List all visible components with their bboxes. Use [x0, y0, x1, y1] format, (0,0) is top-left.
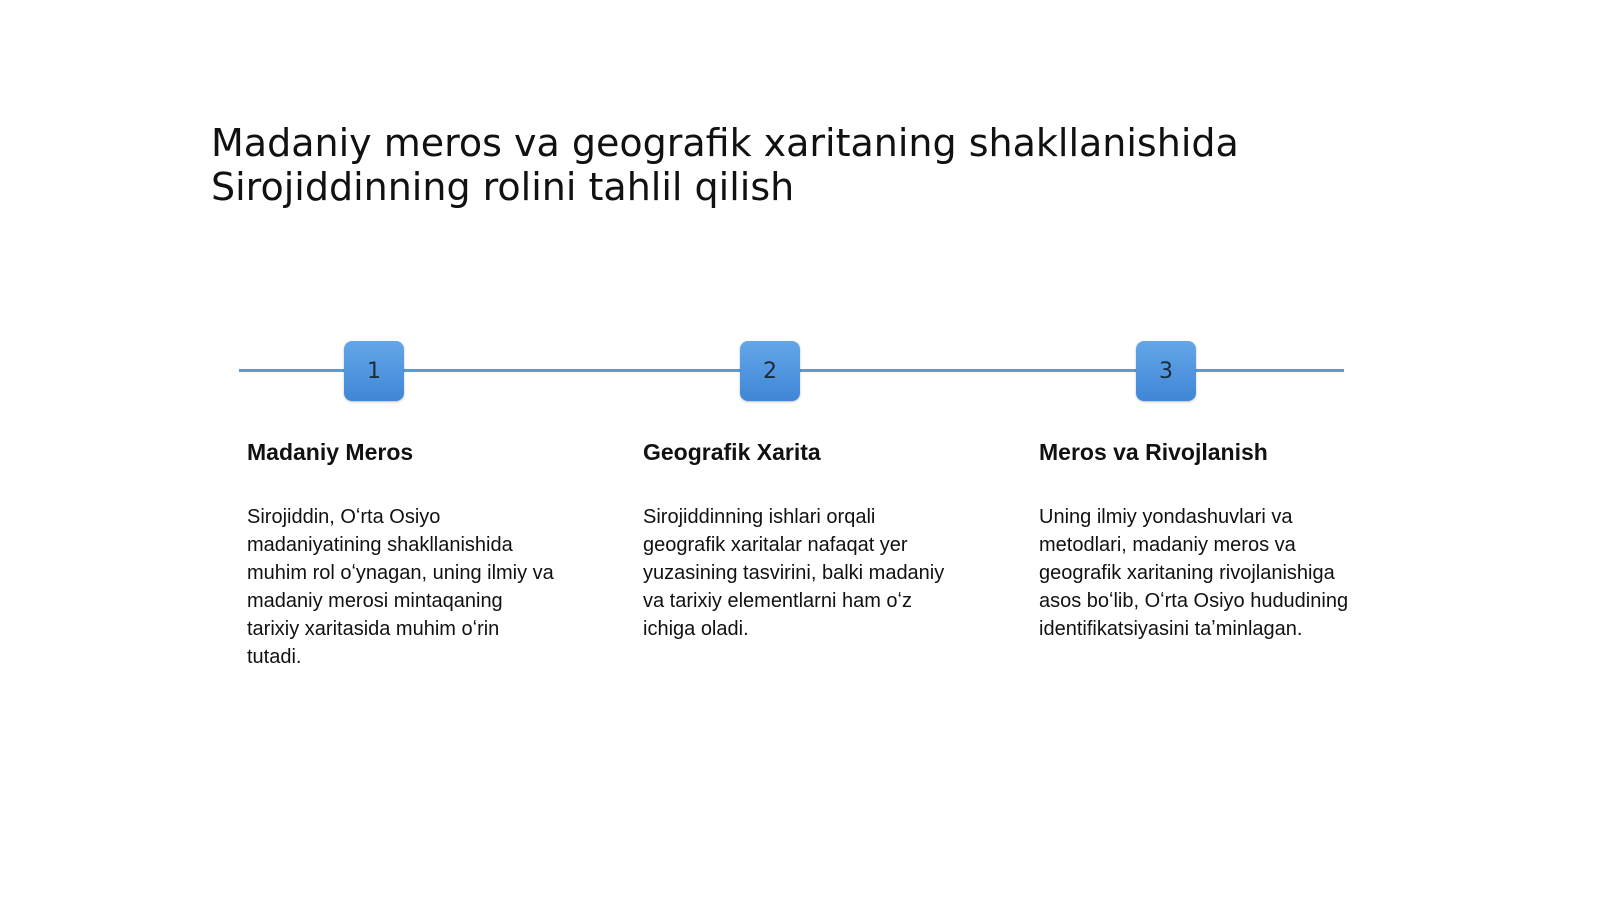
- step-3-description: [1039, 503, 1389, 643]
- step-3-number: 3: [1159, 358, 1173, 384]
- step-3-line: geografik xaritaning rivojlanishiga: [1039, 562, 1335, 584]
- step-1-heading: Madaniy Meros: [247, 439, 414, 465]
- step-2-line: ichiga oladi.: [643, 618, 749, 640]
- title-line-2: Sirojiddinning rolini tahlil qilish: [211, 165, 795, 209]
- step-3-line: identifikatsiyasini taʼminlagan.: [1039, 618, 1303, 640]
- step-3-line: Uning ilmiy yondashuvlari va: [1039, 506, 1293, 528]
- step-1-line: tarixiy xaritasida muhim oʻrin: [247, 618, 500, 640]
- step-1-line: tutadi.: [247, 646, 302, 668]
- step-1-description: [247, 503, 597, 671]
- page-title: [211, 121, 1411, 209]
- step-3-line: metodlari, madaniy meros va: [1039, 534, 1296, 556]
- step-1-line: madaniy merosi mintaqaning: [247, 590, 503, 612]
- title-line-1: Madaniy meros va geografik xaritaning shakllanishida: [211, 121, 1239, 165]
- step-2-line: Sirojiddinning ishlari orqali: [643, 506, 876, 528]
- step-1-line: madaniyatining shakllanishida: [247, 534, 513, 556]
- step-1-number-box: [344, 341, 404, 401]
- step-2-line: geografik xaritalar nafaqat yer: [643, 534, 908, 556]
- step-2-description: [643, 503, 993, 643]
- step-2-heading: Geografik Xarita: [643, 439, 821, 465]
- step-2-line: va tarixiy elementlarni ham oʻz: [643, 590, 912, 612]
- step-1-line: muhim rol oʻynagan, uning ilmiy va: [247, 562, 554, 584]
- step-1-number: 1: [367, 358, 381, 384]
- step-3-number-box: [1136, 341, 1196, 401]
- step-1-column: [247, 437, 597, 671]
- step-2-line: yuzasining tasvirini, balki madaniy: [643, 562, 945, 584]
- step-1-line: Sirojiddin, Oʻrta Osiyo: [247, 506, 441, 528]
- step-2-column: [643, 437, 993, 643]
- step-3-heading: Meros va Rivojlanish: [1039, 439, 1268, 465]
- step-3-line: asos boʻlib, Oʻrta Osiyo hududining: [1039, 590, 1349, 612]
- step-2-number: 2: [763, 358, 777, 384]
- step-3-column: [1039, 437, 1389, 643]
- step-2-number-box: [740, 341, 800, 401]
